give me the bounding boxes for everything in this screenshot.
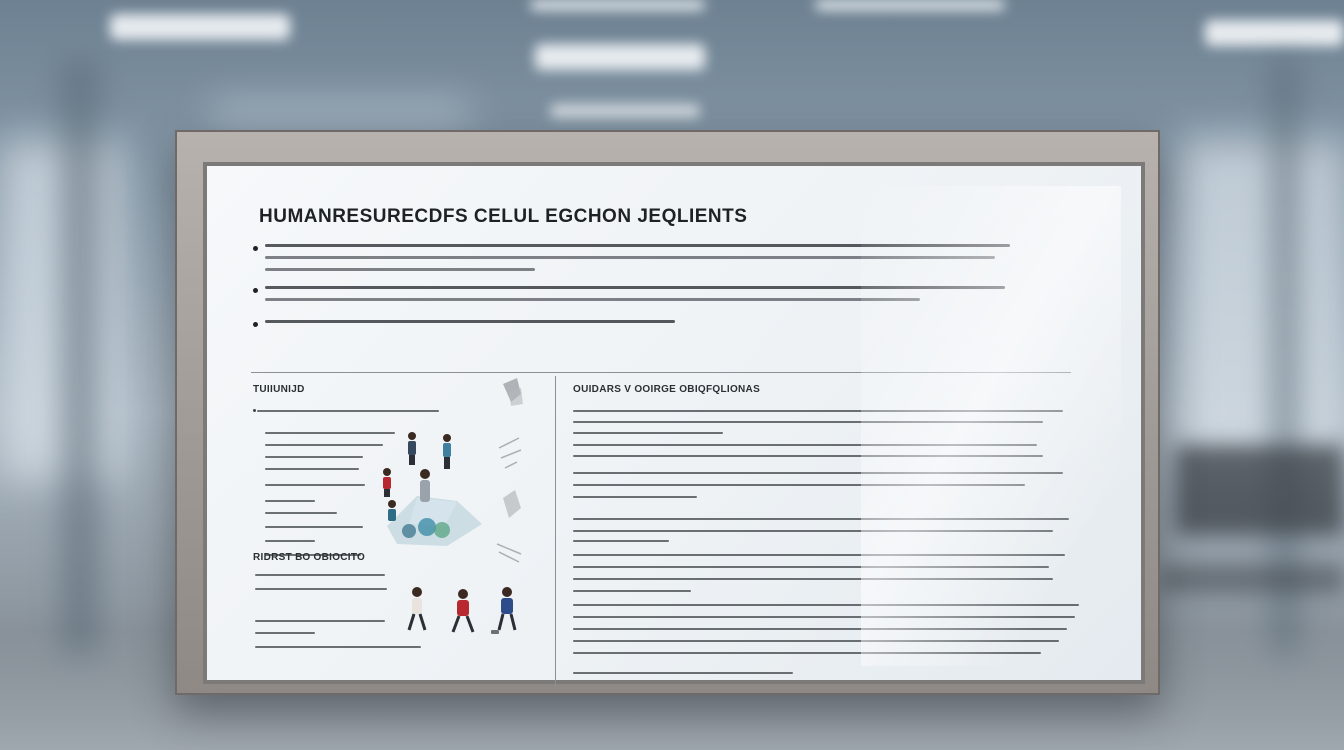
text-line [573, 496, 697, 498]
text-line [265, 468, 359, 470]
list-marker [253, 409, 256, 412]
background-pillar [60, 60, 100, 660]
text-line [573, 410, 1063, 412]
text-line [573, 590, 691, 592]
text-line [255, 620, 385, 622]
text-line [265, 540, 315, 542]
text-line [573, 444, 1037, 446]
display-frame [175, 130, 1160, 695]
text-line [255, 632, 315, 634]
people-illustration-icon [347, 406, 497, 546]
window-light [210, 100, 470, 130]
text-line [573, 540, 669, 542]
text-line [265, 268, 535, 271]
ceiling-light [535, 44, 705, 70]
right-section-heading: OUIDARS V OOIRGE OBIQFQLIONAS [573, 384, 761, 395]
display-bezel [203, 162, 1145, 684]
text-line [573, 628, 1067, 630]
text-line [255, 588, 387, 590]
bullet-icon [253, 246, 258, 251]
left-lower-heading: RIDRST ВО ОВІОСІТО [253, 552, 366, 563]
ceiling-light [1205, 20, 1344, 46]
bullet-paragraph [253, 286, 1013, 310]
divider [555, 376, 556, 688]
text-line [573, 604, 1079, 606]
left-section-heading: TUIIUNIJD [253, 384, 305, 395]
text-line [573, 484, 1025, 486]
divider [251, 372, 1071, 373]
text-line [573, 640, 1059, 642]
text-line [265, 256, 995, 259]
text-line [573, 652, 1041, 654]
text-line [573, 472, 1063, 474]
crystal-shard-icon [491, 378, 535, 568]
text-line [265, 244, 1010, 247]
text-line [265, 298, 920, 301]
text-line [573, 616, 1075, 618]
bullet-paragraph [253, 320, 1013, 332]
text-line [573, 421, 1043, 423]
text-line [265, 320, 675, 323]
text-line [573, 672, 793, 674]
text-line [573, 530, 1053, 532]
display-screen [207, 166, 1141, 680]
ceiling-light [530, 0, 705, 10]
people-illustration-icon [397, 584, 527, 638]
text-line [265, 500, 315, 502]
bullet-paragraph [253, 244, 1013, 280]
text-line [265, 512, 337, 514]
ceiling-light [550, 104, 700, 118]
text-line [573, 432, 723, 434]
text-line [255, 646, 421, 648]
text-line [573, 578, 1053, 580]
text-line [573, 455, 1043, 457]
text-line [573, 566, 1049, 568]
text-line [573, 518, 1069, 520]
background-desk [1160, 565, 1344, 593]
board-title: HUMANRESUREСDFS CELUL EGCHON JEQLIENTS [259, 206, 748, 227]
text-line [255, 574, 385, 576]
text-line [573, 554, 1065, 556]
background-monitor [1175, 445, 1344, 535]
ceiling-light [110, 14, 290, 40]
window-light [1180, 140, 1344, 470]
bullet-icon [253, 288, 258, 293]
text-line [265, 286, 1005, 289]
ceiling-light [815, 0, 1005, 10]
bullet-icon [253, 322, 258, 327]
